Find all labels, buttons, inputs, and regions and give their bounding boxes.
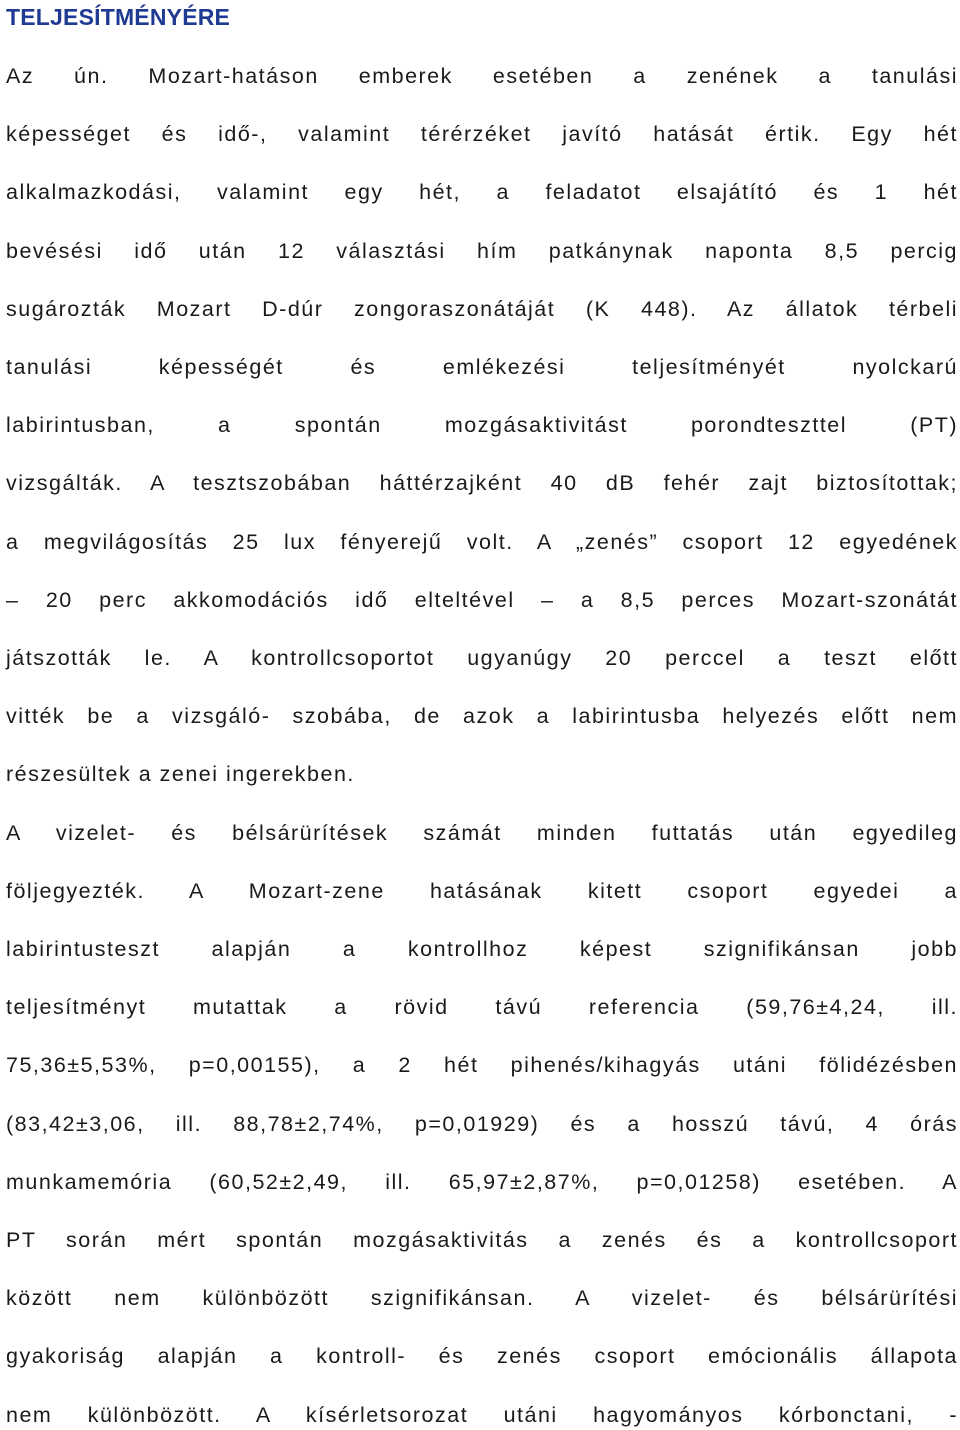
text-line: vizsgálták. A tesztszobában háttérzajként 40 dB fehér zajt biztosítottak; [6, 471, 958, 495]
text-line: gyakoriság alapján a kontroll- és zenés csoport emócionális állapota [6, 1344, 958, 1368]
section-heading: TELJESÍTMÉNYÉRE [6, 4, 231, 30]
text-line: a megvilágosítás 25 lux fényerejű volt. A „zenés” csoport 12 egyedének [6, 530, 958, 554]
text-line: följegyezték. A Mozart-zene hatásának kitett csoport egyedei a [6, 879, 958, 903]
text-line: A vizelet- és bélsárürítések számát minden futtatás után egyedileg [6, 821, 958, 845]
text-line: (83,42±3,06, ill. 88,78±2,74%, p=0,01929) és a hosszú távú, 4 órás [6, 1112, 958, 1136]
text-line: 75,36±5,53%, p=0,00155), a 2 hét pihenés/kihagyás utáni fölidézésben [6, 1053, 958, 1077]
text-line: labirintusteszt alapján a kontrollhoz képest szignifikánsan jobb [6, 937, 958, 961]
text-line: játszották le. A kontrollcsoportot ugyanúgy 20 perccel a teszt előtt [6, 646, 958, 670]
text-line: teljesítményt mutattak a rövid távú referencia (59,76±4,24, ill. [6, 995, 958, 1019]
text-line: nem különbözött. A kísérletsorozat utáni hagyományos kórbonctani, - [6, 1403, 958, 1427]
text-line: vitték be a vizsgáló- szobába, de azok a labirintusba helyezés előtt nem [6, 704, 958, 728]
text-line: képességet és idő-, valamint térérzéket javító hatását értik. Egy hét [6, 122, 958, 146]
text-line: között nem különbözött szignifikánsan. A vizelet- és bélsárürítési [6, 1286, 958, 1310]
text-line: részesültek a zenei ingerekben. [6, 762, 355, 786]
text-line: munkamemória (60,52±2,49, ill. 65,97±2,87%, p=0,01258) esetében. A [6, 1170, 958, 1194]
text-line: bevésési idő után 12 választási hím patkánynak naponta 8,5 percig [6, 239, 958, 263]
text-line: sugározták Mozart D-dúr zongoraszonátáját (K 448). Az állatok térbeli [6, 297, 958, 321]
text-line: labirintusban, a spontán mozgásaktivitást porondteszttel (PT) [6, 413, 958, 437]
text-line: Az ún. Mozart-hatáson emberek esetében a zenének a tanulási [6, 64, 958, 88]
text-line: tanulási képességét és emlékezési teljesítményét nyolckarú [6, 355, 958, 379]
text-line: alkalmazkodási, valamint egy hét, a feladatot elsajátító és 1 hét [6, 180, 958, 204]
text-line: PT során mért spontán mozgásaktivitás a zenés és a kontrollcsoport [6, 1228, 958, 1252]
text-line: – 20 perc akkomodációs idő elteltével – a 8,5 perces Mozart-szonátát [6, 588, 958, 612]
